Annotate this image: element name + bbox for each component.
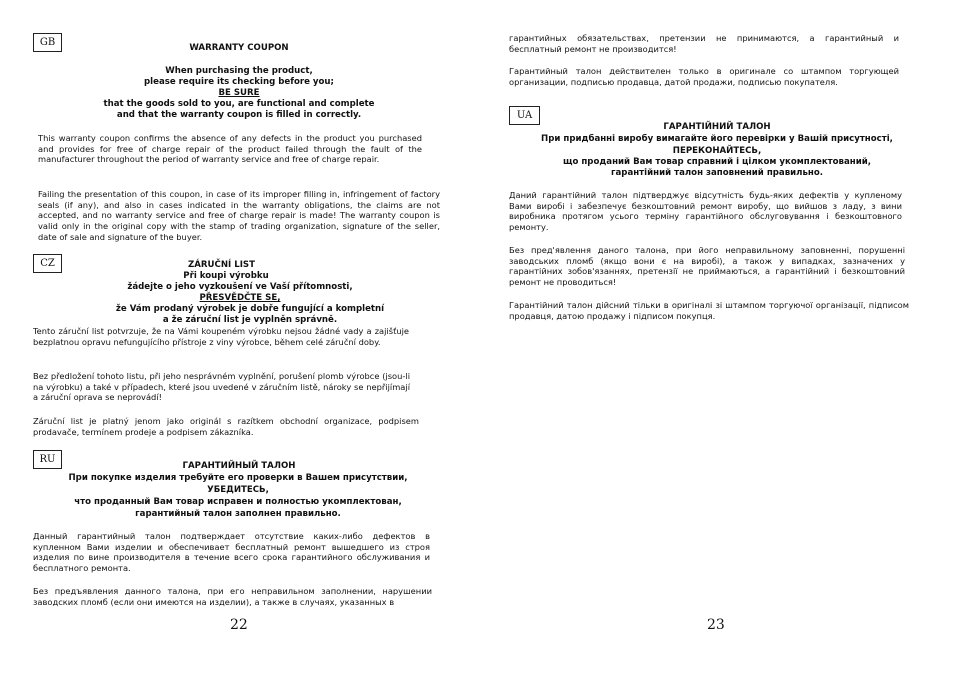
right-page [477, 0, 954, 675]
ua-paragraph-2: Без пред'явлення даного талона, при його неправильному заповненні, порушенні заводських пломб (якщо вони є на виробі), а також у випадках, зазначених у гарантійних зобов'язаннях, претензії не приймаються, а гарантійний і безкоштовний ремонт не проводиться! [509, 245, 905, 288]
cz-intro-line-3: PŘESVĚDČTE SE, [199, 293, 281, 303]
cz-paragraph-2: Bez předložení tohoto listu, při jeho nesprávném vyplnění, porušení plomb výrobce (jsou-li na výrobku) a také v případech, které jsou uvedené v záručním listě, nároky se nepřijímají a záruční oprava se neprovádí! [33, 371, 410, 403]
page-number-right: 23 [707, 617, 725, 633]
cz-intro-line-5: a že záruční list je vyplněn správně. [162, 315, 338, 325]
ua-intro-line-3: що проданий Вам товар справний і цілком укомплектований, [562, 157, 872, 167]
cz-paragraph-1: Tento záruční list potvrzuje, že na Vámi koupeném výrobku nejsou žádné vady a zajišťuje bezplatnou opravu nefungujícího přístroje z viny výrobce, během celé záruční doby. [33, 326, 409, 347]
gb-intro-line-2: please require its checking before you; [144, 77, 334, 87]
cz-paragraph-3: Záruční list je platný jenom jako originál s razítkem obchodní organizace, podpisem prodavače, termínem prodeje a podpisem zákazníka. [33, 416, 419, 437]
ru-intro-line-2: УБЕДИТЕСЬ, [207, 485, 269, 495]
gb-intro-line-3: BE SURE [218, 88, 260, 98]
cz-title: ZÁRUČNÍ LIST [188, 260, 255, 270]
ru-continued-paragraph-1: гарантийных обязательствах, претензии не принимаются, а гарантийный и бесплатный ремонт не производится! [509, 33, 899, 54]
ua-paragraph-1: Даний гарантійний талон підтверджує відсутність будь-яких дефектів у купленому Вами виробі і забезпечує безкоштовний ремонт виробу, що вийшов з ладу, з вини виробника протягом усього терміну гарантійного обслуговування і безкоштовного ремонту. [509, 190, 902, 233]
page-number-left: 22 [230, 617, 248, 633]
gb-paragraph-2: Failing the presentation of this coupon, in case of its improper filling in, infringement of factory seals (if any), and also in cases indicated in the warranty obligations, the claims are not accepted, and no warranty service and free of charge repair is made! The warranty coupon is valid only in the original copy with the stamp of trading organization, signature of the seller, date of sale and signature of the buyer. [38, 189, 440, 242]
gb-intro-line-4: that the goods sold to you, are functional and complete [103, 99, 375, 109]
ru-paragraph-1: Данный гарантийный талон подтверждает отсутствие каких-либо дефектов в купленном Вами изделии и обеспечивает бесплатный ремонт вышедшего из строя изделия по вине производителя в течение всего срока гарантийного обслуживания и бесплатного ремонта. [33, 531, 430, 574]
ru-badge: RU [33, 450, 62, 469]
ru-intro-line-3: что проданный Вам товар исправен и полностью укомплектован, [74, 497, 402, 507]
ua-badge: UA [509, 106, 540, 125]
ru-paragraph-2: Без предъявления данного талона, при его неправильном заполнении, нарушении заводских пломб (если они имеются на изделии), а также в случаях, указанных в [33, 586, 432, 607]
gb-paragraph-1: This warranty coupon confirms the absence of any defects in the product you purchased and provides for free of charge repair of the product failed through the fault of the manufacturer throughout the period of warranty service and free of charge repair. [38, 133, 422, 165]
ru-title: ГАРАНТИЙНЫЙ ТАЛОН [182, 461, 296, 471]
cz-intro-line-2: žádejte o jeho vyzkoušení ve Vaší přítomnosti, [127, 282, 353, 292]
gb-badge: GB [33, 33, 62, 52]
gb-title: WARRANTY COUPON [189, 43, 289, 53]
gb-intro-line-5: and that the warranty coupon is filled in correctly. [116, 110, 362, 120]
ua-title: ГАРАНТІЙНИЙ ТАЛОН [663, 122, 771, 132]
ru-intro-line-4: гарантийный талон заполнен правильно. [135, 509, 341, 519]
ua-intro-line-1: При придбанні виробу вимагайте його перевірки у Вашій присутності, [541, 134, 893, 144]
ru-continued-paragraph-2: Гарантийный талон действителен только в оригинале со штампом торгующей организации, подписью продавца, датой продажи, подписью покупателя. [509, 66, 899, 87]
ua-intro-line-4: гарантійний талон заповнений правильно. [611, 168, 823, 178]
ua-paragraph-3: Гарантійний талон дійсний тільки в оригіналі зі штампом торгуючої організації, підписом продавця, датою продажу і підписом покупця. [509, 300, 909, 321]
ru-intro-line-1: При покупке изделия требуйте его проверки в Вашем присутствии, [68, 473, 408, 483]
cz-badge: CZ [33, 254, 62, 273]
cz-intro-line-1: Při koupi výrobku [183, 271, 269, 281]
ua-intro-line-2: ПЕРЕКОНАЙТЕСЬ, [672, 146, 762, 156]
gb-intro-line-1: When purchasing the product, [165, 66, 313, 76]
cz-intro-line-4: že Vám prodaný výrobek je dobře fungující a kompletní [115, 304, 385, 314]
